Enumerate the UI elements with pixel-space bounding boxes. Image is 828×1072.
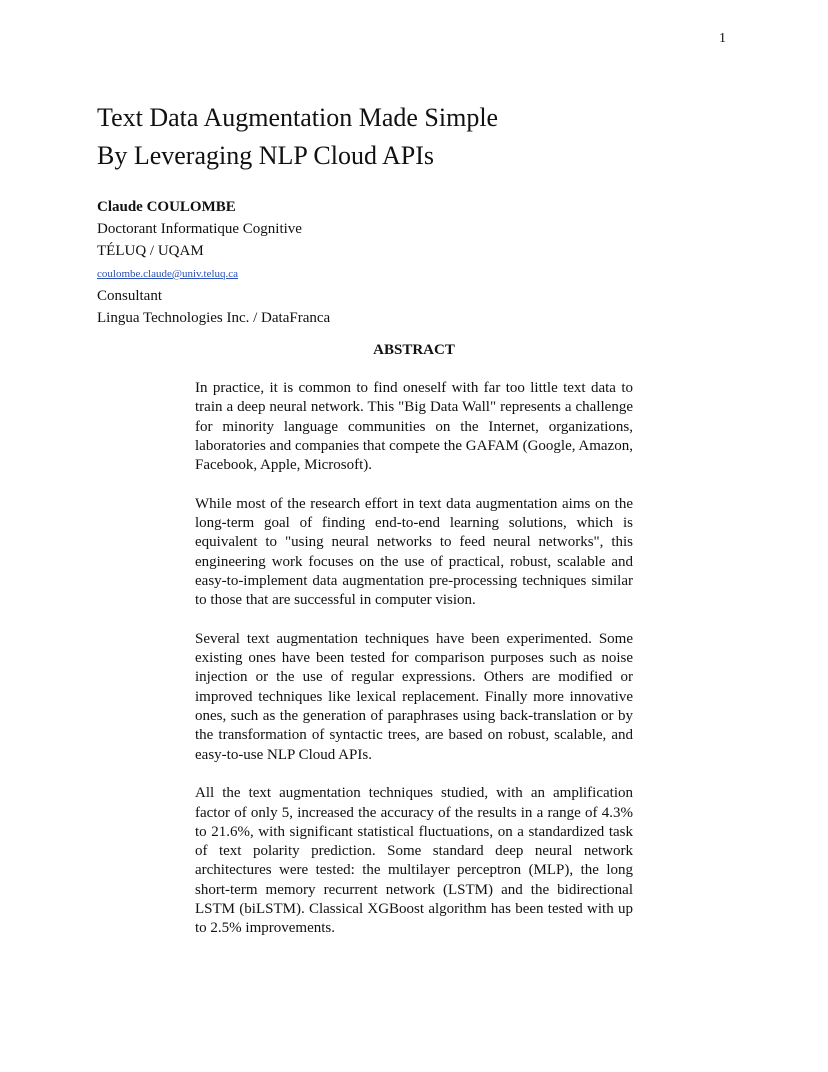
abstract-paragraph: While most of the research effort in text data augmentation aims on the long-term goal of finding end-to-end learning solutions, which is equivalent to "using neural networks to feed neural networks", this engineering work focuses on the use of practical, robust, scalable and easy-to-implement data augmentation pre-processing techniques similar to those that are successful in computer vision. xyxy=(195,495,633,609)
abstract-paragraph: Several text augmentation techniques have been experimented. Some existing ones have been tested for comparison purposes such as noise injection or the use of regular expressions. Others are modified or improved techniques like lexical replacement. Finally more innovative ones, such as the generation of paraphrases using back-translation or by the transformation of syntactic trees, are based on robust, scalable, and easy-to-use NLP Cloud APIs. xyxy=(195,630,633,763)
page-number: 1 xyxy=(719,31,726,46)
author-role: Consultant xyxy=(97,288,163,304)
paper-title xyxy=(97,99,498,175)
author-position: Doctorant Informatique Cognitive xyxy=(97,221,302,237)
abstract-body xyxy=(195,379,633,958)
author-company: Lingua Technologies Inc. / DataFranca xyxy=(97,310,331,326)
title-line-1: Text Data Augmentation Made Simple xyxy=(97,103,499,132)
author-institution: TÉLUQ / UQAM xyxy=(97,243,204,259)
abstract-heading: ABSTRACT xyxy=(373,342,455,358)
author-block xyxy=(97,196,330,329)
abstract-paragraph: In practice, it is common to find oneself with far too little text data to train a deep neural network. This "Big Data Wall" represents a challenge for minority language communities on the Internet, organizations, laboratories and companies that compete the GAFAM (Google, Amazon, Facebook, Apple, Microsoft). xyxy=(195,380,633,474)
author-name: Claude COULOMBE xyxy=(97,199,236,215)
author-email-link[interactable]: coulombe.claude@univ.teluq.ca xyxy=(97,268,239,280)
title-line-2: By Leveraging NLP Cloud APIs xyxy=(97,141,435,170)
abstract-paragraph: All the text augmentation techniques studied, with an amplification factor of only 5, increased the accuracy of the results in a range of 4.3% to 21.6%, with significant statistical fluctuations, on a standardized task of text polarity prediction. Some standard deep neural network architectures were tested: the multilayer perceptron (MLP), the long short-term memory recurrent network (LSTM) and the bidirectional LSTM (biLSTM). Classical XGBoost algorithm has been tested with up to 2.5% improvements. xyxy=(195,785,633,937)
